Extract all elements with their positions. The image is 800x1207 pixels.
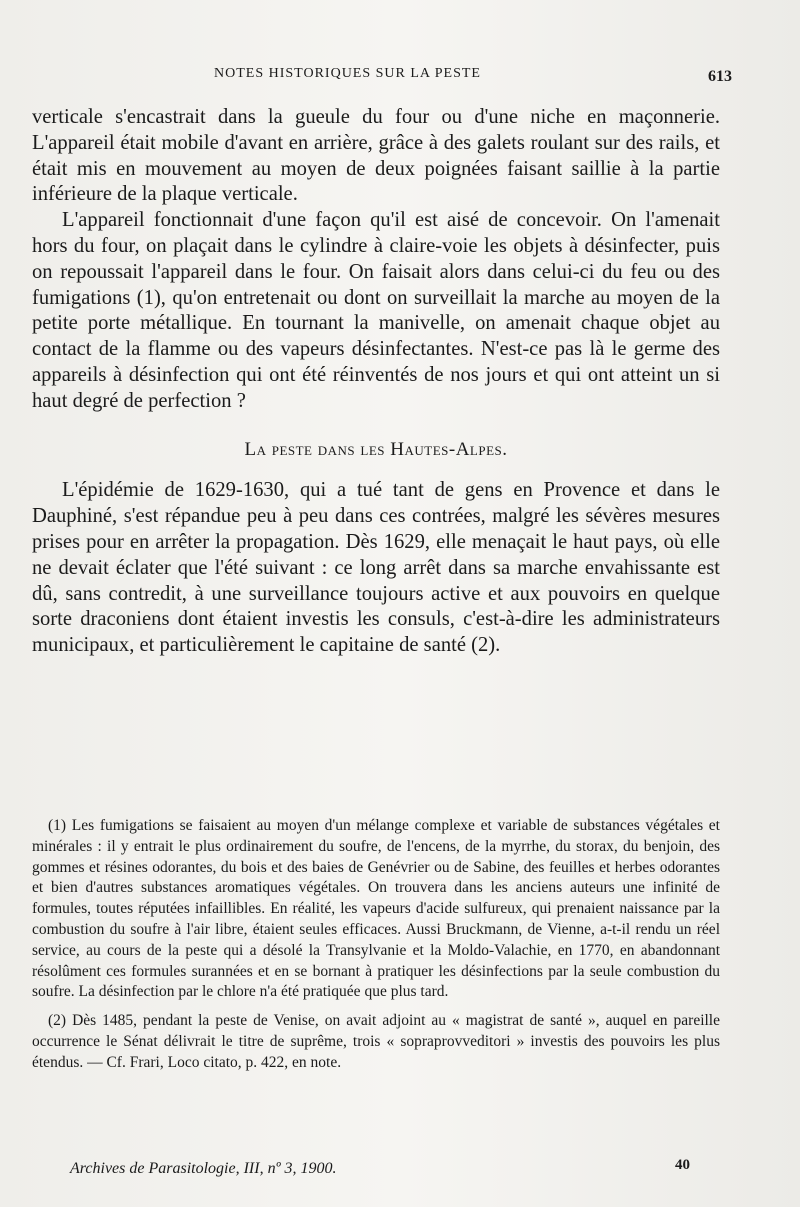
paragraph: L'appareil fonctionnait d'une façon qu'il est aisé de concevoir. On l'amenait hors du four, on plaçait dans le cylindre à claire-voie les objets à désinfecter, puis on repoussait l'appareil dans le four. On faisait alors dans celui-ci du feu ou des fumigations (1), qu'on entretenait ou dont on surveillait la marche au moyen de la petite porte métallique. En tournant la manivelle, on amenait chaque objet au contact de la flamme ou des vapeurs désinfectantes. N'est-ce pas là le germe des appareils à désinfection qui ont été réinventés de nos jours et qui ont atteint un si haut degré de perfection ? [32,209,720,412]
section-title: La peste dans les Hautes-Alpes. [244,438,508,460]
footnote: (1) Les fumigations se faisaient au moyen d'un mélange complexe et variable de substances végétales et minérales : il y entrait le plus ordinairement du soufre, de l'encens, de la myrrhe, du storax, du benjoin, des gommes et résines odorantes, du bois et des baies de Genévrier ou de Sabine, des feuilles et herbes odorantes et bien d'autres substances aromatiques végétales. On trouvera dans les anciens auteurs une infinité de formules, toutes réputées infaillibles. En réalité, les vapeurs d'acide sulfureux, qui prenaient naissance par la combustion du soufre à l'air libre, étaient seules efficaces. Aussi Bruckmann, de Vienne, a-t-il rendu un réel service, au cours de la peste qui a désolé la Transylvanie et la Moldo-Valachie, en 1770, en abandonnant résolûment ces formules surannées et en se bornant à pratiquer les désinfections par la seule combustion du soufre. La désinfection par le chlore n'a été pratiquée que plus tard. [32,817,720,1001]
footnotes [32,816,720,1082]
main-text [32,105,720,659]
paragraph: L'épidémie de 1629-1630, qui a tué tant de gens en Provence et dans le Dauphiné, s'est répandue peu à peu dans ces contrées, malgré les sévères mesures prises pour en arrêter la propagation. Dès 1629, elle menaçait le haut pays, où elle ne devait éclater que l'été suivant : ce long arrêt dans sa marche envahissante est dû, sans contredit, à une surveillance toujours active et aux pouvoirs en quelque sorte draconiens dont étaient investis les consuls, c'est-à-dire les administrateurs municipaux, et particulièrement le capitaine de santé (2). [32,479,720,657]
paragraph: verticale s'encastrait dans la gueule du four ou d'une niche en maçonnerie. L'appareil était mobile d'avant en arrière, grâce à des galets roulant sur des rails, et était mis en mouvement au moyen de deux poignées faisant saillie à la partie inférieure de la plaque verticale. [32,106,720,206]
journal-citation: Archives de Parasitologie, III, nº 3, 1900. [70,1160,337,1177]
signature-mark: 40 [675,1157,690,1173]
footnote: (2) Dès 1485, pendant la peste de Venise, on avait adjoint au « magistrat de santé », auquel en pareille occurrence le Sénat délivrait le titre de suprême, trois « sopraprovveditori » investis des pouvoirs les plus étendus. — Cf. Frari, Loco citato, p. 422, en note. [32,1012,720,1071]
page-footer [70,1157,690,1182]
page-number: 613 [708,68,732,85]
running-head: NOTES HISTORIQUES SUR LA PESTE [214,66,481,81]
page-header [32,66,732,90]
